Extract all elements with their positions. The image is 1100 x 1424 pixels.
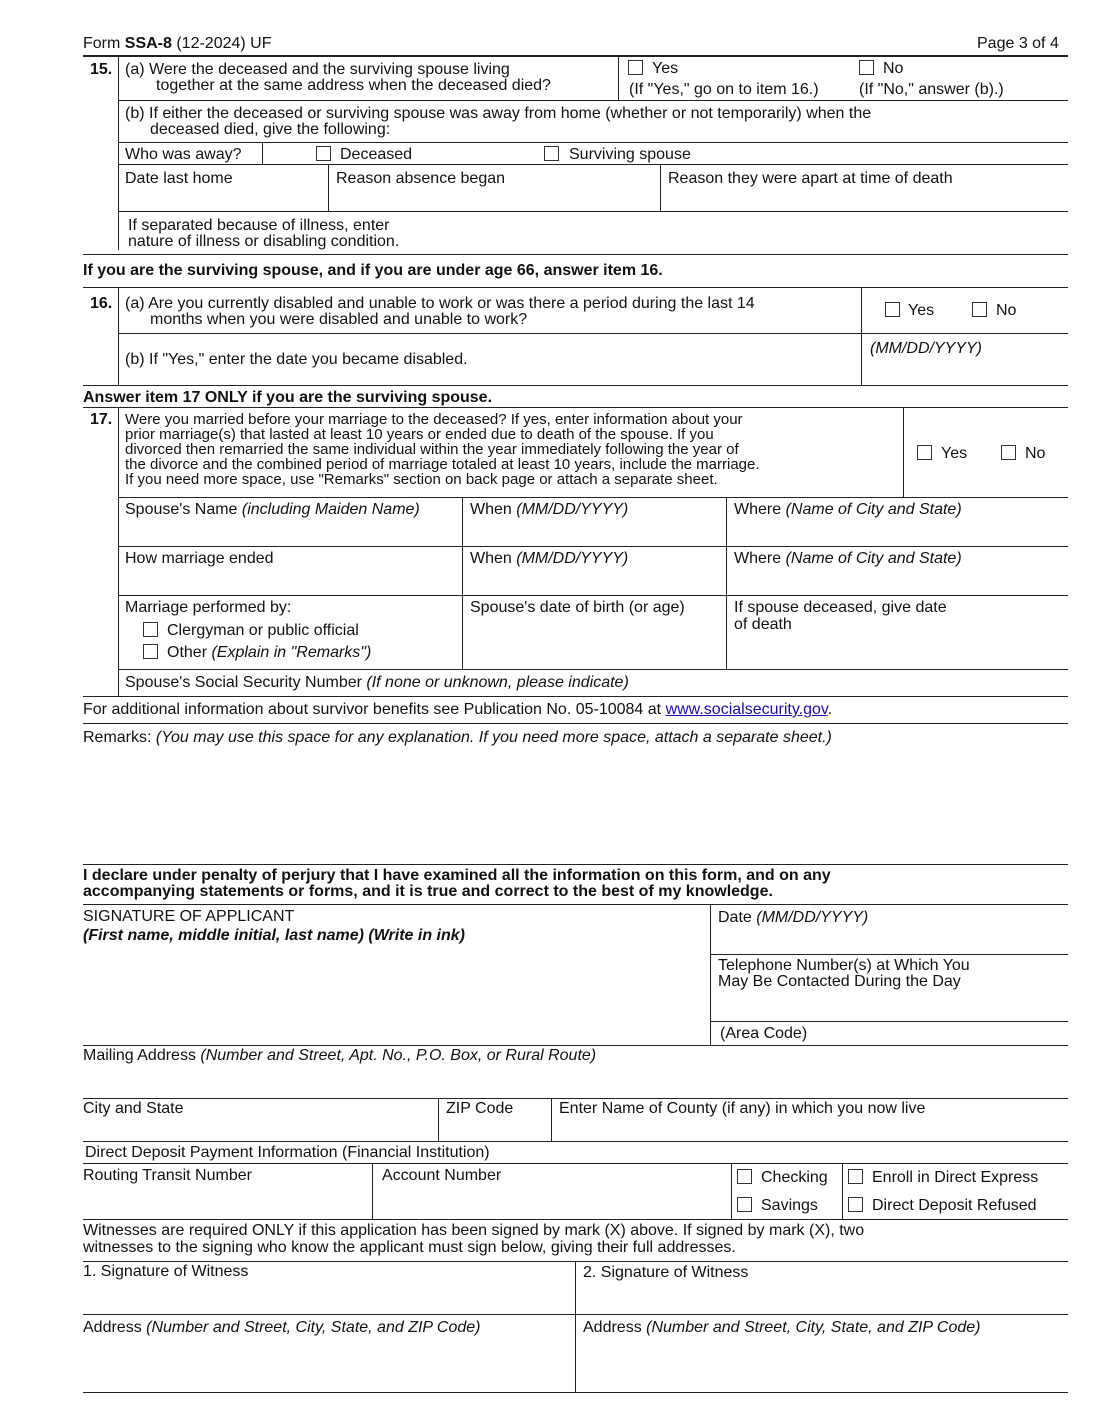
item15a-question: (a) Were the deceased and the surviving spouse living [125,61,510,78]
spouse-death-label-cont: of death [734,616,792,633]
direct-express-checkbox[interactable] [848,1169,863,1184]
savings-checkbox[interactable] [737,1197,752,1212]
item17-question-line3: divorced then remarried the same individual within the year immediately following the year of [125,441,739,458]
form-code: SSA-8 [124,35,172,52]
additional-info: For additional information about survivor benefits see Publication No. 05-10084 at www.socialsecurity.gov. [83,701,833,718]
area-code-label: (Area Code) [720,1025,808,1042]
deposit-refused-checkbox[interactable] [848,1197,863,1212]
reason-apart-label: Reason they were apart at time of death [668,170,953,187]
remarks-label: Remarks: (You may use this space for any explanation. If you need more space, attach a separate sheet.) [83,729,832,746]
item16b-date-field[interactable]: (MM/DD/YYYY) [870,340,982,357]
witness2-address-label: Address (Number and Street, City, State, and ZIP Code) [583,1319,981,1336]
item15a-yes-note: (If "Yes," go on to item 16.) [629,81,819,98]
who-away-label: Who was away? [125,146,242,163]
item17-no-label: No [1025,445,1046,462]
away-spouse-label: Surviving spouse [569,146,691,163]
clergyman-checkbox[interactable] [143,622,158,637]
witness-note: Witnesses are required ONLY if this application has been signed by mark (X) above. If signed by mark (X), two [83,1222,865,1239]
county-label: Enter Name of County (if any) in which you now live [559,1100,926,1117]
item16-instruction: If you are the surviving spouse, and if you are under age 66, answer item 16. [83,262,663,279]
item17-question-line1: Were you married before your marriage to the deceased? If yes, enter information about your [125,411,743,428]
declaration-line2: accompanying statements or forms, and it is true and correct to the best of my knowledge. [83,883,773,900]
clergyman-label: Clergyman or public official [167,622,359,639]
signature-note: (First name, middle initial, last name) (Write in ink) [83,927,465,944]
signature-label: SIGNATURE OF APPLICANT [83,908,295,925]
spouse-ssn-label: Spouse's Social Security Number (If none or unknown, please indicate) [125,674,629,691]
item15a-no-checkbox[interactable] [859,60,874,75]
illness-label-cont: nature of illness or disabling condition. [128,233,400,250]
away-deceased-checkbox[interactable] [316,146,331,161]
other-label: Other (Explain in "Remarks") [167,644,372,661]
spouse-dob-label: Spouse's date of birth (or age) [470,599,685,616]
sign-date-label: Date (MM/DD/YYYY) [718,909,869,926]
item16a-question: (a) Are you currently disabled and unable to work or was there a period during the last 14 [125,295,755,312]
declaration-line1: I declare under penalty of perjury that I have examined all the information on this form, and on any [83,867,831,884]
item15a-question-cont: together at the same address when the deceased died? [156,77,551,94]
spouse-death-label: If spouse deceased, give date [734,599,947,616]
item15a-yes-checkbox[interactable] [628,60,643,75]
item16a-question-cont: months when you were disabled and unable to work? [150,311,528,328]
item15a-no-label: No [883,60,904,77]
witness-note-cont: witnesses to the signing who know the applicant must sign below, giving their full addresses. [83,1239,736,1256]
item15b-question: (b) If either the deceased or surviving spouse was away from home (whether or not temporarily) when the [125,105,872,122]
reason-absence-label: Reason absence began [336,170,506,187]
direct-deposit-title: Direct Deposit Payment Information (Financial Institution) [85,1144,490,1161]
direct-express-label: Enroll in Direct Express [872,1169,1039,1186]
witness1-address-label: Address (Number and Street, City, State, and ZIP Code) [83,1319,481,1336]
page-number: Page 3 of 4 [977,35,1059,52]
deposit-refused-label: Direct Deposit Refused [872,1197,1037,1214]
other-checkbox[interactable] [143,644,158,659]
item17-yes-label: Yes [941,445,968,462]
routing-label: Routing Transit Number [83,1167,252,1184]
item17-question-line5: If you need more space, use "Remarks" section on back page or attach a separate sheet. [125,471,718,488]
zip-label: ZIP Code [446,1100,514,1117]
marriage-when-label: When (MM/DD/YYYY) [470,501,629,518]
performed-by-label: Marriage performed by: [125,599,292,616]
item16a-no-checkbox[interactable] [972,302,987,317]
checking-label: Checking [761,1169,828,1186]
item16a-yes-checkbox[interactable] [885,302,900,317]
illness-label: If separated because of illness, enter [128,217,390,234]
item15a-no-note: (If "No," answer (b).) [859,81,1004,98]
checking-checkbox[interactable] [737,1169,752,1184]
away-deceased-label: Deceased [340,146,413,163]
mailing-address-field[interactable] [83,1066,1068,1096]
socialsecurity-link[interactable]: www.socialsecurity.gov [665,701,828,718]
form-id: Form SSA-8 (12-2024) UF [83,35,272,52]
mailing-address-label: Mailing Address (Number and Street, Apt. No., P.O. Box, or Rural Route) [83,1047,597,1064]
item17-question-line2: prior marriage(s) that lasted at least 10 years or ended due to death of the spouse. If you [125,426,714,443]
item17-instruction: Answer item 17 ONLY if you are the surviving spouse. [83,389,493,406]
away-spouse-checkbox[interactable] [544,146,559,161]
item16a-yes-label: Yes [908,302,935,319]
ended-when-label: When (MM/DD/YYYY) [470,550,629,567]
item17-no-checkbox[interactable] [1001,445,1016,460]
ended-where-label: Where (Name of City and State) [734,550,962,567]
item15b-question-cont: deceased died, give the following: [150,121,391,138]
spouse-name-label: Spouse's Name (including Maiden Name) [125,501,420,518]
header-rule [83,55,1068,57]
phone-label-cont: May Be Contacted During the Day [718,973,961,990]
remarks-field[interactable] [83,750,1068,860]
item16-number: 16. [90,295,113,312]
item15-number: 15. [90,61,113,78]
witness1-signature-label: 1. Signature of Witness [83,1263,249,1280]
item17-yes-checkbox[interactable] [917,445,932,460]
marriage-where-label: Where (Name of City and State) [734,501,962,518]
item17-number: 17. [90,411,113,428]
item17-question-line4: the divorce and the combined period of marriage totaled at least 10 years, include the marriage. [125,456,760,473]
phone-label: Telephone Number(s) at Which You [718,957,970,974]
city-state-label: City and State [83,1100,184,1117]
how-ended-label: How marriage ended [125,550,274,567]
witness2-signature-label: 2. Signature of Witness [583,1264,749,1281]
signature-field[interactable] [83,946,708,1044]
item15a-yes-label: Yes [652,60,679,77]
item16b-question: (b) If "Yes," enter the date you became disabled. [125,351,468,368]
date-last-home-label: Date last home [125,170,233,187]
account-label: Account Number [382,1167,502,1184]
savings-label: Savings [761,1197,818,1214]
item16a-no-label: No [996,302,1017,319]
